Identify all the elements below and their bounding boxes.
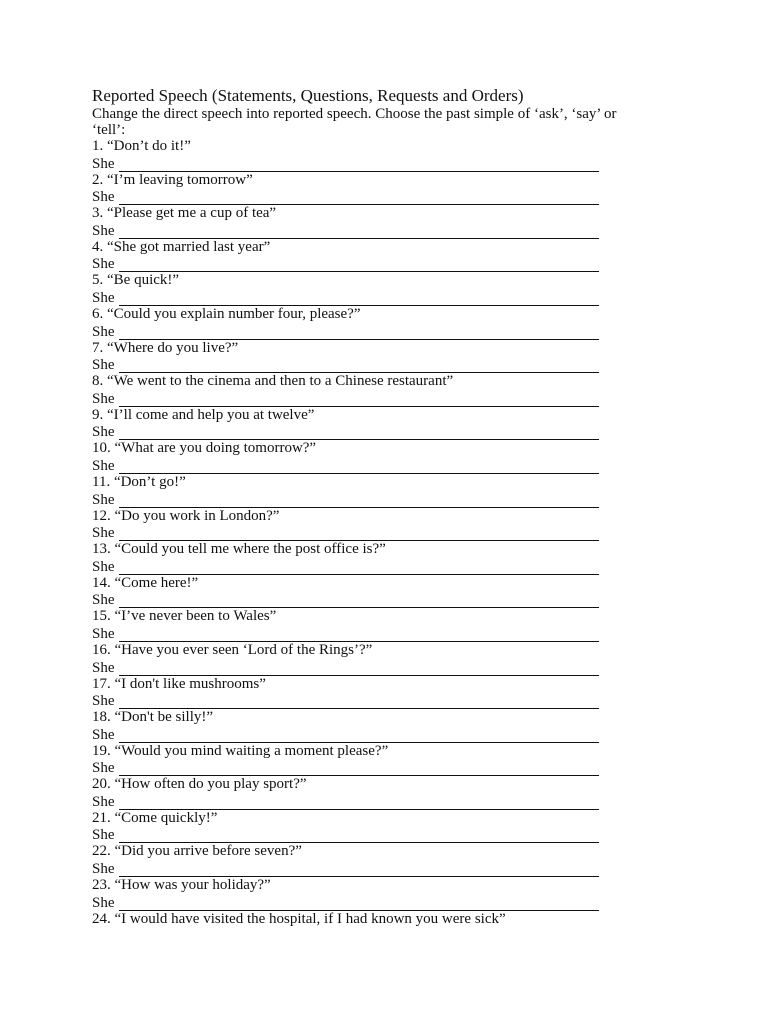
answer-row: [92, 827, 632, 844]
exercise-prompt: 6. “Could you explain number four, please?”: [92, 305, 361, 322]
exercise-prompt: 19. “Would you mind waiting a moment please?”: [92, 742, 389, 759]
answer-prefix: She: [92, 894, 115, 911]
answer-prefix: She: [92, 289, 115, 306]
worksheet-content: [92, 86, 632, 928]
exercise-prompt: 10. “What are you doing tomorrow?”: [92, 440, 317, 457]
answer-line[interactable]: [119, 594, 599, 608]
exercise-prompt: 23. “How was your holiday?”: [92, 877, 271, 894]
exercise-item: [92, 508, 632, 542]
exercise-item: [92, 474, 632, 508]
exercise-item: [92, 138, 632, 172]
answer-line[interactable]: [119, 729, 599, 743]
answer-line[interactable]: [119, 628, 599, 642]
answer-line[interactable]: [119, 426, 599, 440]
answer-prefix: She: [92, 525, 115, 542]
exercise-prompt: 24. “I would have visited the hospital, if I had known you were sick”: [92, 910, 506, 927]
answer-prefix: She: [92, 861, 115, 878]
exercise-item: [92, 676, 632, 710]
exercise-prompt: 21. “Come quickly!”: [92, 809, 218, 826]
exercise-prompt: 20. “How often do you play sport?”: [92, 776, 307, 793]
exercise-item: [92, 608, 632, 642]
exercise-item: [92, 373, 632, 407]
answer-row: [92, 793, 632, 810]
answer-prefix: She: [92, 491, 115, 508]
answer-row: [92, 525, 632, 542]
answer-prefix: She: [92, 625, 115, 642]
exercise-item: [92, 172, 632, 206]
answer-row: [92, 323, 632, 340]
answer-line[interactable]: [119, 393, 599, 407]
answer-prefix: She: [92, 659, 115, 676]
answer-prefix: She: [92, 222, 115, 239]
answer-prefix: She: [92, 256, 115, 273]
exercise-prompt: 9. “I’ll come and help you at twelve”: [92, 406, 315, 423]
exercise-item: [92, 440, 632, 474]
exercise-item: [92, 911, 632, 928]
exercise-prompt: 18. “Don't be silly!”: [92, 709, 214, 726]
exercise-item: [92, 205, 632, 239]
answer-row: [92, 256, 632, 273]
answer-line[interactable]: [119, 897, 599, 911]
answer-line[interactable]: [119, 695, 599, 709]
answer-prefix: She: [92, 390, 115, 407]
answer-prefix: She: [92, 457, 115, 474]
answer-prefix: She: [92, 155, 115, 172]
exercise-item: [92, 877, 632, 911]
answer-row: [92, 558, 632, 575]
worksheet-title: Reported Speech (Statements, Questions, Requests and Orders): [92, 86, 524, 105]
exercise-prompt: 22. “Did you arrive before seven?”: [92, 843, 302, 860]
exercise-item: [92, 743, 632, 777]
exercise-item: [92, 407, 632, 441]
answer-row: [92, 592, 632, 609]
answer-row: [92, 625, 632, 642]
answer-row: [92, 155, 632, 172]
answer-prefix: She: [92, 793, 115, 810]
answer-prefix: She: [92, 827, 115, 844]
exercise-item: [92, 541, 632, 575]
exercise-prompt: 17. “I don't like mushrooms”: [92, 675, 266, 692]
exercise-item: [92, 709, 632, 743]
answer-line[interactable]: [119, 258, 599, 272]
exercise-prompt: 3. “Please get me a cup of tea”: [92, 205, 277, 222]
answer-line[interactable]: [119, 796, 599, 810]
answer-row: [92, 390, 632, 407]
answer-prefix: She: [92, 693, 115, 710]
answer-row: [92, 659, 632, 676]
answer-line[interactable]: [119, 762, 599, 776]
answer-prefix: She: [92, 323, 115, 340]
exercise-item: [92, 776, 632, 810]
answer-row: [92, 693, 632, 710]
exercise-prompt: 4. “She got married last year”: [92, 238, 271, 255]
exercise-prompt: 12. “Do you work in London?”: [92, 507, 280, 524]
answer-prefix: She: [92, 760, 115, 777]
worksheet-instructions: Change the direct speech into reported speech. Choose the past simple of ‘ask’, ‘say’ or ‘tell’:: [92, 106, 617, 138]
answer-prefix: She: [92, 189, 115, 206]
answer-line[interactable]: [119, 460, 599, 474]
answer-row: [92, 222, 632, 239]
answer-line[interactable]: [119, 359, 599, 373]
exercise-prompt: 5. “Be quick!”: [92, 272, 180, 289]
answer-line[interactable]: [119, 527, 599, 541]
answer-prefix: She: [92, 592, 115, 609]
exercise-item: [92, 575, 632, 609]
answer-row: [92, 357, 632, 374]
answer-row: [92, 289, 632, 306]
answer-row: [92, 760, 632, 777]
exercise-prompt: 11. “Don’t go!”: [92, 473, 186, 490]
exercise-prompt: 2. “I’m leaving tomorrow”: [92, 171, 253, 188]
exercise-prompt: 8. “We went to the cinema and then to a Chinese restaurant”: [92, 373, 454, 390]
exercise-prompt: 13. “Could you tell me where the post office is?”: [92, 541, 386, 558]
exercise-list: [92, 138, 632, 928]
answer-line[interactable]: [119, 662, 599, 676]
exercise-prompt: 14. “Come here!”: [92, 574, 199, 591]
exercise-prompt: 15. “I’ve never been to Wales”: [92, 608, 277, 625]
answer-row: [92, 424, 632, 441]
answer-line[interactable]: [119, 158, 599, 172]
answer-line[interactable]: [119, 191, 599, 205]
answer-prefix: She: [92, 357, 115, 374]
exercise-item: [92, 642, 632, 676]
exercise-prompt: 16. “Have you ever seen ‘Lord of the Rings’?”: [92, 641, 373, 658]
exercise-prompt: 7. “Where do you live?”: [92, 339, 239, 356]
exercise-item: [92, 810, 632, 844]
exercise-prompt: 1. “Don’t do it!”: [92, 138, 191, 154]
answer-row: [92, 860, 632, 877]
exercise-item: [92, 306, 632, 340]
exercise-item: [92, 272, 632, 306]
answer-row: [92, 457, 632, 474]
answer-line[interactable]: [119, 494, 599, 508]
answer-row: [92, 726, 632, 743]
answer-line[interactable]: [119, 292, 599, 306]
answer-prefix: She: [92, 726, 115, 743]
answer-prefix: She: [92, 424, 115, 441]
answer-line[interactable]: [119, 225, 599, 239]
answer-line[interactable]: [119, 829, 599, 843]
answer-row: [92, 189, 632, 206]
answer-line[interactable]: [119, 326, 599, 340]
answer-row: [92, 491, 632, 508]
answer-line[interactable]: [119, 863, 599, 877]
exercise-item: [92, 239, 632, 273]
exercise-item: [92, 340, 632, 374]
answer-prefix: She: [92, 558, 115, 575]
answer-row: [92, 894, 632, 911]
answer-line[interactable]: [119, 561, 599, 575]
exercise-item: [92, 843, 632, 877]
